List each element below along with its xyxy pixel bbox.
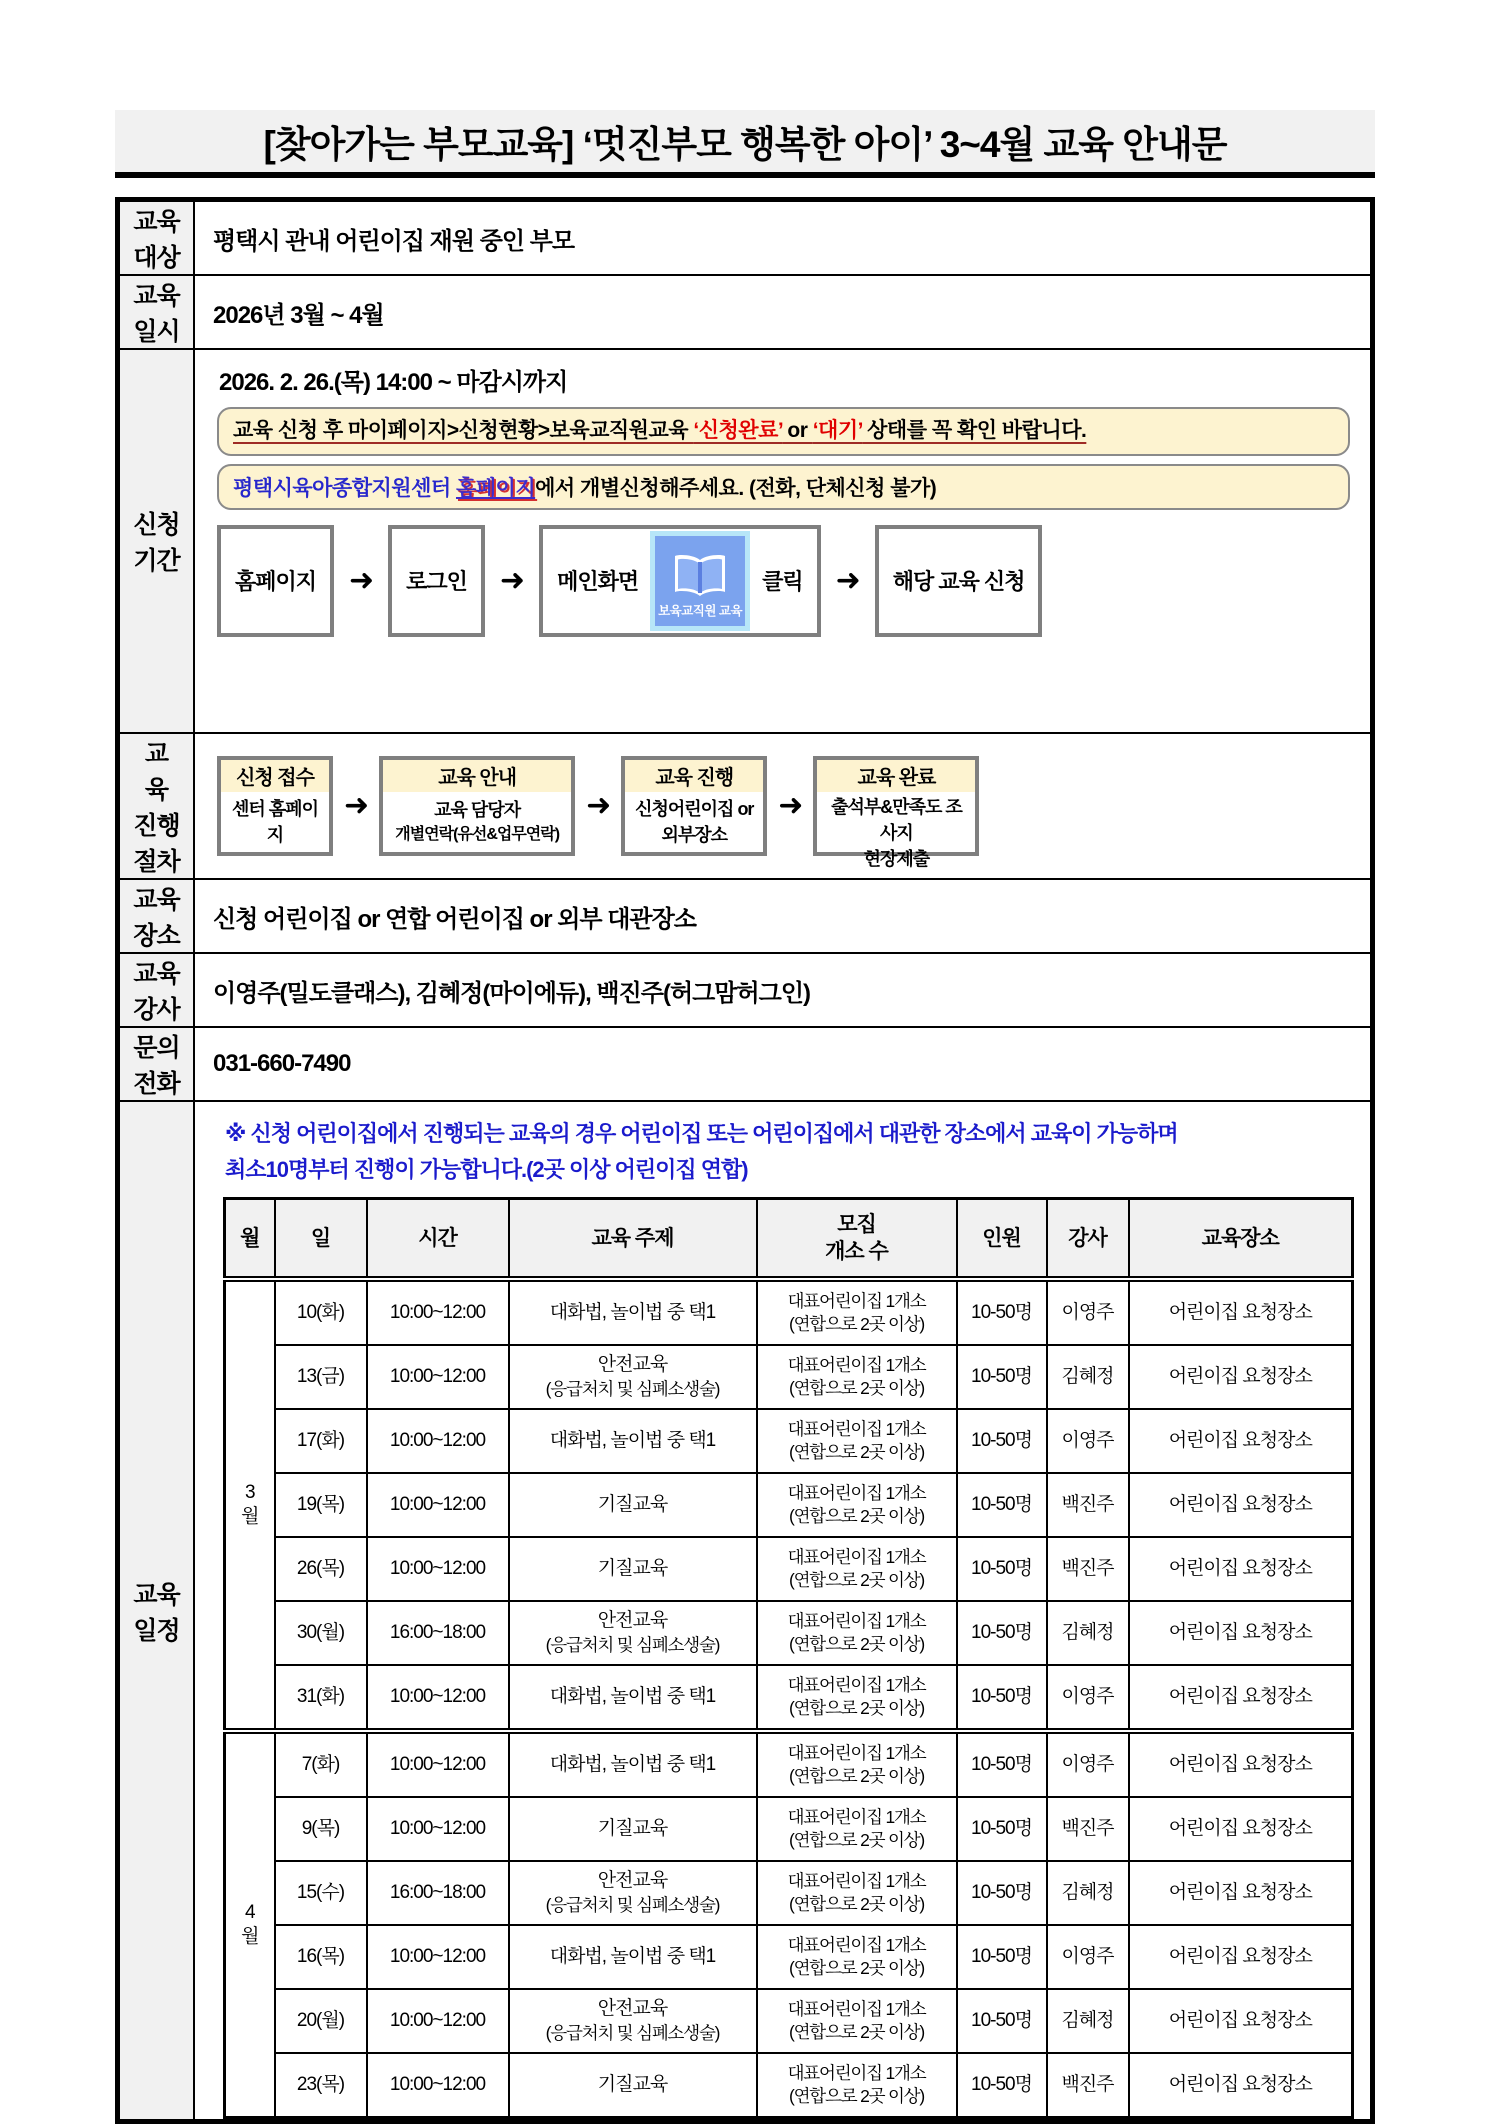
arrow-right-icon: ➜ <box>349 563 374 597</box>
label-process <box>118 733 195 879</box>
recruit-line2: (연합으로 2곳 이상) <box>788 1634 925 1655</box>
value-target: 평택시 관내 어린이집 재원 중인 부모 <box>194 200 1373 276</box>
recruit-line2: (연합으로 2곳 이상) <box>788 1378 925 1399</box>
schedule-cell-teacher: 백진주 <box>1047 1473 1129 1537</box>
schedule-row <box>225 1279 1353 1345</box>
process-step-guide <box>379 756 575 856</box>
topic-line1: 대화법, 놀이법 중 택1 <box>549 1945 716 1967</box>
schedule-row <box>225 1345 1353 1409</box>
schedule-cell-capacity: 10-50명 <box>957 1665 1047 1731</box>
recruit-line2: (연합으로 2곳 이상) <box>788 1894 925 1915</box>
apply-flow-diagram <box>217 525 1350 637</box>
schedule-cell-topic <box>509 1345 757 1409</box>
recruit-line2: (연합으로 2곳 이상) <box>788 1830 925 1851</box>
schedule-cell-day: 30(월) <box>275 1601 367 1665</box>
childcare-education-badge <box>650 531 750 631</box>
schedule-cell-capacity: 10-50명 <box>957 1861 1047 1925</box>
schedule-row <box>225 1925 1353 1989</box>
book-icon <box>672 553 728 599</box>
schedule-cell-teacher: 김혜정 <box>1047 1989 1129 2053</box>
apply-deadline: 2026. 2. 26.(목) 14:00 ~ 마감시까지 <box>219 369 568 396</box>
schedule-cell-teacher: 이영주 <box>1047 1925 1129 1989</box>
label-place: 교육장소 <box>118 879 195 953</box>
childcare-education-badge-inner <box>655 536 745 626</box>
value-instructor: 이영주(밀도클래스), 김혜정(마이에듀), 백진주(허그맘허그인) <box>194 953 1373 1027</box>
schedule-cell <box>194 1101 1373 2122</box>
row-schedule <box>118 1101 1373 2122</box>
row-place <box>118 879 1373 953</box>
schedule-cell-topic <box>509 1473 757 1537</box>
recruit-line2: (연합으로 2곳 이상) <box>788 1570 925 1591</box>
schedule-row <box>225 1537 1353 1601</box>
value-place: 신청 어린이집 or 연합 어린이집 or 외부 대관장소 <box>194 879 1373 953</box>
notice-status-text <box>233 419 1086 442</box>
arrow-right-icon: ➜ <box>499 563 525 597</box>
recruit-line2: (연합으로 2곳 이상) <box>788 1314 925 1335</box>
schedule-cell-day: 13(금) <box>275 1345 367 1409</box>
schedule-table <box>223 1197 1354 2119</box>
label-apply-period: 신청기간 <box>118 349 195 733</box>
recruit-line2: (연합으로 2곳 이상) <box>788 1766 925 1787</box>
schedule-cell-topic <box>509 1537 757 1601</box>
schedule-cell-venue: 어린이집 요청장소 <box>1129 1925 1353 1989</box>
schedule-cell-teacher: 백진주 <box>1047 2053 1129 2118</box>
schedule-cell-venue: 어린이집 요청장소 <box>1129 1409 1353 1473</box>
schedule-row <box>225 1731 1353 1797</box>
schedule-cell-venue: 어린이집 요청장소 <box>1129 1797 1353 1861</box>
notice-homepage <box>217 464 1350 510</box>
label-datetime: 교육일시 <box>118 275 195 349</box>
process-flow-diagram <box>213 756 1362 870</box>
process-step-title: 교육 진행 <box>625 760 763 792</box>
recruit-line1: 대표어린이집 1개소 <box>787 1806 926 1827</box>
schedule-cell-month <box>225 1731 275 2118</box>
recruit-line1: 대표어린이집 1개소 <box>787 2062 926 2083</box>
flow-step-apply: 해당 교육 신청 <box>875 525 1043 637</box>
schedule-cell-capacity: 10-50명 <box>957 1473 1047 1537</box>
flow-step-main-screen <box>539 525 821 637</box>
recruit-line1: 대표어린이집 1개소 <box>787 1674 926 1695</box>
process-step-body: 출석부&만족도 조사지 <box>831 797 962 844</box>
col-month: 월 <box>225 1199 275 1280</box>
label-schedule: 교육일정 <box>118 1101 195 2122</box>
schedule-cell-teacher: 이영주 <box>1047 1409 1129 1473</box>
apply-period-cell <box>194 349 1373 733</box>
schedule-cell-day: 9(목) <box>275 1797 367 1861</box>
schedule-cell-time: 10:00~12:00 <box>367 1797 509 1861</box>
schedule-cell-venue: 어린이집 요청장소 <box>1129 1861 1353 1925</box>
month-unit: 월 <box>241 1926 259 1948</box>
schedule-note <box>225 1116 1354 1187</box>
schedule-row <box>225 2053 1353 2118</box>
col-time: 시간 <box>367 1199 509 1280</box>
schedule-cell-recruit <box>757 1989 957 2053</box>
notice-text-part3: 상태를 꼭 확인 바랍니다. <box>862 419 1087 442</box>
process-step-complete <box>813 756 979 870</box>
schedule-cell-recruit <box>757 1601 957 1665</box>
topic-line1: 안전교육 <box>597 1998 668 2020</box>
schedule-cell-capacity: 10-50명 <box>957 1279 1047 1345</box>
schedule-row <box>225 1861 1353 1925</box>
month-number: 3 <box>244 1481 255 1503</box>
recruit-line1: 대표어린이집 1개소 <box>787 1290 926 1311</box>
schedule-cell-venue: 어린이집 요청장소 <box>1129 1345 1353 1409</box>
schedule-cell-topic <box>509 1989 757 2053</box>
schedule-cell-capacity: 10-50명 <box>957 1797 1047 1861</box>
schedule-cell-capacity: 10-50명 <box>957 1925 1047 1989</box>
topic-line1: 대화법, 놀이법 중 택1 <box>549 1685 716 1707</box>
topic-line1: 대화법, 놀이법 중 택1 <box>549 1753 716 1775</box>
col-venue: 교육장소 <box>1129 1199 1353 1280</box>
recruit-line2: (연합으로 2곳 이상) <box>788 2022 925 2043</box>
schedule-cell-topic <box>509 1601 757 1665</box>
process-step-run <box>621 756 767 856</box>
schedule-cell-capacity: 10-50명 <box>957 1409 1047 1473</box>
col-capacity: 인원 <box>957 1199 1047 1280</box>
row-apply-period <box>118 349 1373 733</box>
schedule-cell-venue: 어린이집 요청장소 <box>1129 1279 1353 1345</box>
schedule-cell-venue: 어린이집 요청장소 <box>1129 2053 1353 2118</box>
process-cell <box>194 733 1373 879</box>
topic-line1: 안전교육 <box>597 1870 668 1892</box>
recruit-line1: 대표어린이집 1개소 <box>787 1870 926 1891</box>
schedule-cell-time: 10:00~12:00 <box>367 1473 509 1537</box>
schedule-cell-venue: 어린이집 요청장소 <box>1129 1665 1353 1731</box>
schedule-cell-time: 10:00~12:00 <box>367 1345 509 1409</box>
schedule-cell-topic <box>509 1861 757 1925</box>
process-step-title: 교육 안내 <box>383 760 571 792</box>
arrow-right-icon: ➜ <box>344 789 369 822</box>
notice-homepage-rest: 에서 개별신청해주세요. (전화, 단체신청 불가) <box>535 476 937 500</box>
schedule-cell-time: 16:00~18:00 <box>367 1861 509 1925</box>
process-step-body2: 현장제출 <box>863 849 930 870</box>
col-day: 일 <box>275 1199 367 1280</box>
flow-click-label: 클릭 <box>762 569 803 595</box>
schedule-cell-day: 23(목) <box>275 2053 367 2118</box>
recruit-line2: (연합으로 2곳 이상) <box>788 1958 925 1979</box>
badge-label: 보육교직원 교육 <box>658 603 743 618</box>
schedule-cell-venue: 어린이집 요청장소 <box>1129 1473 1353 1537</box>
row-instructor <box>118 953 1373 1027</box>
status-complete-highlight: ‘신청완료’ <box>693 419 783 442</box>
schedule-cell-capacity: 10-50명 <box>957 1537 1047 1601</box>
schedule-cell-time: 10:00~12:00 <box>367 1925 509 1989</box>
recruit-line2: (연합으로 2곳 이상) <box>788 1506 925 1527</box>
flow-main-screen-label: 메인화면 <box>557 569 639 595</box>
notice-text-part2: or <box>782 419 813 442</box>
document-body <box>115 110 1375 2124</box>
schedule-body <box>225 1279 1353 2118</box>
schedule-cell-topic <box>509 1797 757 1861</box>
arrow-right-icon: ➜ <box>586 789 611 822</box>
schedule-row <box>225 1989 1353 2053</box>
arrow-right-icon: ➜ <box>778 789 803 822</box>
schedule-cell-recruit <box>757 1409 957 1473</box>
row-process <box>118 733 1373 879</box>
topic-line2: (응급처치 및 심폐소생술) <box>545 1894 720 1915</box>
recruit-line2: (연합으로 2곳 이상) <box>788 2086 925 2107</box>
process-step-body: 센터 홈페이지 <box>232 798 318 845</box>
schedule-cell-day: 15(수) <box>275 1861 367 1925</box>
process-step-body2: 외부장소 <box>661 825 728 845</box>
process-step-body: 교육 담당자 <box>434 800 521 821</box>
notice-text-part1: 교육 신청 후 마이페이지>신청현황>보육교직원교육 <box>233 419 694 442</box>
schedule-cell-teacher: 김혜정 <box>1047 1345 1129 1409</box>
col-recruit <box>757 1199 957 1280</box>
schedule-row <box>225 1601 1353 1665</box>
topic-line1: 안전교육 <box>597 1354 668 1376</box>
row-datetime <box>118 275 1373 349</box>
schedule-cell-time: 16:00~18:00 <box>367 1601 509 1665</box>
schedule-cell-recruit <box>757 1473 957 1537</box>
schedule-cell-recruit <box>757 1861 957 1925</box>
flow-step-login: 로그인 <box>388 525 485 637</box>
recruit-line1: 대표어린이집 1개소 <box>787 1742 926 1763</box>
info-table <box>115 197 1375 2124</box>
schedule-note-line2: 최소10명부터 진행이 가능합니다.(2곳 이상 어린이집 연합) <box>225 1156 748 1182</box>
schedule-cell-time: 10:00~12:00 <box>367 1989 509 2053</box>
topic-line2: (응급처치 및 심폐소생술) <box>545 1378 720 1399</box>
schedule-cell-capacity: 10-50명 <box>957 1345 1047 1409</box>
schedule-cell-topic <box>509 1925 757 1989</box>
schedule-row <box>225 1473 1353 1537</box>
schedule-cell-capacity: 10-50명 <box>957 1601 1047 1665</box>
month-unit: 월 <box>241 1506 259 1528</box>
label-process-line2: 진행 절차 <box>133 812 180 876</box>
schedule-cell-recruit <box>757 1345 957 1409</box>
schedule-cell-time: 10:00~12:00 <box>367 1665 509 1731</box>
schedule-cell-capacity: 10-50명 <box>957 1731 1047 1797</box>
schedule-cell-day: 31(화) <box>275 1665 367 1731</box>
topic-line1: 기질교육 <box>597 1817 668 1839</box>
label-instructor: 교육강사 <box>118 953 195 1027</box>
process-step-title: 교육 완료 <box>817 760 975 792</box>
value-phone: 031-660-7490 <box>194 1027 1373 1101</box>
schedule-note-line1: ※ 신청 어린이집에서 진행되는 교육의 경우 어린이집 또는 어린이집에서 대관한 장소에서 교육이 가능하며 <box>225 1121 1178 1146</box>
center-name: 평택시육아종합지원센터 <box>233 476 456 500</box>
schedule-cell-day: 26(목) <box>275 1537 367 1601</box>
schedule-cell-topic <box>509 2053 757 2118</box>
row-target <box>118 200 1373 276</box>
recruit-line1: 대표어린이집 1개소 <box>787 1418 926 1439</box>
schedule-cell-venue: 어린이집 요청장소 <box>1129 1537 1353 1601</box>
schedule-header-row <box>225 1199 1353 1280</box>
recruit-line2: (연합으로 2곳 이상) <box>788 1698 925 1719</box>
schedule-cell-day: 16(목) <box>275 1925 367 1989</box>
schedule-cell-teacher: 이영주 <box>1047 1665 1129 1731</box>
col-recruit-line2: 개소 수 <box>825 1240 888 1264</box>
notice-status-check <box>217 407 1350 456</box>
flow-step-homepage: 홈페이지 <box>217 525 334 637</box>
schedule-cell-teacher: 김혜정 <box>1047 1861 1129 1925</box>
schedule-cell-topic <box>509 1665 757 1731</box>
schedule-row <box>225 1409 1353 1473</box>
schedule-cell-day: 20(월) <box>275 1989 367 2053</box>
schedule-cell-teacher: 백진주 <box>1047 1797 1129 1861</box>
schedule-cell-capacity: 10-50명 <box>957 2053 1047 2118</box>
schedule-cell-recruit <box>757 1665 957 1731</box>
schedule-cell-capacity: 10-50명 <box>957 1989 1047 2053</box>
schedule-cell-venue: 어린이집 요청장소 <box>1129 1731 1353 1797</box>
schedule-cell-venue: 어린이집 요청장소 <box>1129 1989 1353 2053</box>
schedule-cell-recruit <box>757 1537 957 1601</box>
topic-line2: (응급처치 및 심폐소생술) <box>545 2022 720 2043</box>
recruit-line2: (연합으로 2곳 이상) <box>788 1442 925 1463</box>
schedule-cell-teacher: 백진주 <box>1047 1537 1129 1601</box>
process-step-body: 신청어린이집 or <box>635 798 754 819</box>
schedule-cell-recruit <box>757 1731 957 1797</box>
schedule-cell-recruit <box>757 2053 957 2118</box>
label-target: 교육대상 <box>118 200 195 276</box>
page-title: [찾아가는 부모교육] ‘멋진부모 행복한 아이’ 3~4월 교육 안내문 <box>115 110 1375 178</box>
schedule-cell-topic <box>509 1731 757 1797</box>
col-teacher: 강사 <box>1047 1199 1129 1280</box>
topic-line2: (응급처치 및 심폐소생술) <box>545 1634 720 1655</box>
schedule-cell-venue: 어린이집 요청장소 <box>1129 1601 1353 1665</box>
value-datetime: 2026년 3월 ~ 4월 <box>194 275 1373 349</box>
label-process-line1: 교 육 <box>144 740 169 804</box>
recruit-line1: 대표어린이집 1개소 <box>787 1546 926 1567</box>
topic-line1: 안전교육 <box>597 1610 668 1632</box>
schedule-cell-time: 10:00~12:00 <box>367 1537 509 1601</box>
col-topic: 교육 주제 <box>509 1199 757 1280</box>
schedule-cell-day: 17(화) <box>275 1409 367 1473</box>
recruit-line1: 대표어린이집 1개소 <box>787 1998 926 2019</box>
schedule-cell-time: 10:00~12:00 <box>367 1731 509 1797</box>
schedule-cell-topic <box>509 1409 757 1473</box>
process-step-body2: 개별연락(유선&업무연락) <box>395 826 560 844</box>
label-phone: 문의전화 <box>118 1027 195 1101</box>
topic-line1: 대화법, 놀이법 중 택1 <box>549 1429 716 1451</box>
schedule-cell-day: 10(화) <box>275 1279 367 1345</box>
schedule-cell-month <box>225 1279 275 1731</box>
recruit-line1: 대표어린이집 1개소 <box>787 1482 926 1503</box>
schedule-cell-topic <box>509 1279 757 1345</box>
schedule-cell-day: 19(목) <box>275 1473 367 1537</box>
homepage-link[interactable]: 홈페이지 <box>455 476 536 500</box>
schedule-cell-teacher: 이영주 <box>1047 1731 1129 1797</box>
topic-line1: 기질교육 <box>597 2073 668 2095</box>
schedule-cell-teacher: 김혜정 <box>1047 1601 1129 1665</box>
schedule-cell-day: 7(화) <box>275 1731 367 1797</box>
schedule-cell-recruit <box>757 1279 957 1345</box>
schedule-cell-recruit <box>757 1925 957 1989</box>
schedule-cell-time: 10:00~12:00 <box>367 1409 509 1473</box>
arrow-right-icon: ➜ <box>835 563 860 597</box>
recruit-line1: 대표어린이집 1개소 <box>787 1934 926 1955</box>
schedule-row <box>225 1797 1353 1861</box>
col-recruit-line1: 모집 <box>837 1212 876 1236</box>
schedule-row <box>225 1665 1353 1731</box>
month-number: 4 <box>244 1901 255 1923</box>
topic-line1: 기질교육 <box>597 1557 668 1579</box>
status-wait-highlight: ‘대기’ <box>812 419 863 442</box>
process-step-title: 신청 접수 <box>221 760 329 792</box>
row-phone <box>118 1027 1373 1101</box>
schedule-cell-time: 10:00~12:00 <box>367 2053 509 2118</box>
schedule-cell-recruit <box>757 1797 957 1861</box>
recruit-line1: 대표어린이집 1개소 <box>787 1610 926 1631</box>
schedule-cell-teacher: 이영주 <box>1047 1279 1129 1345</box>
process-step-receipt <box>217 756 333 856</box>
schedule-cell-time: 10:00~12:00 <box>367 1279 509 1345</box>
topic-line1: 대화법, 놀이법 중 택1 <box>549 1301 716 1323</box>
recruit-line1: 대표어린이집 1개소 <box>787 1354 926 1375</box>
topic-line1: 기질교육 <box>597 1493 668 1515</box>
